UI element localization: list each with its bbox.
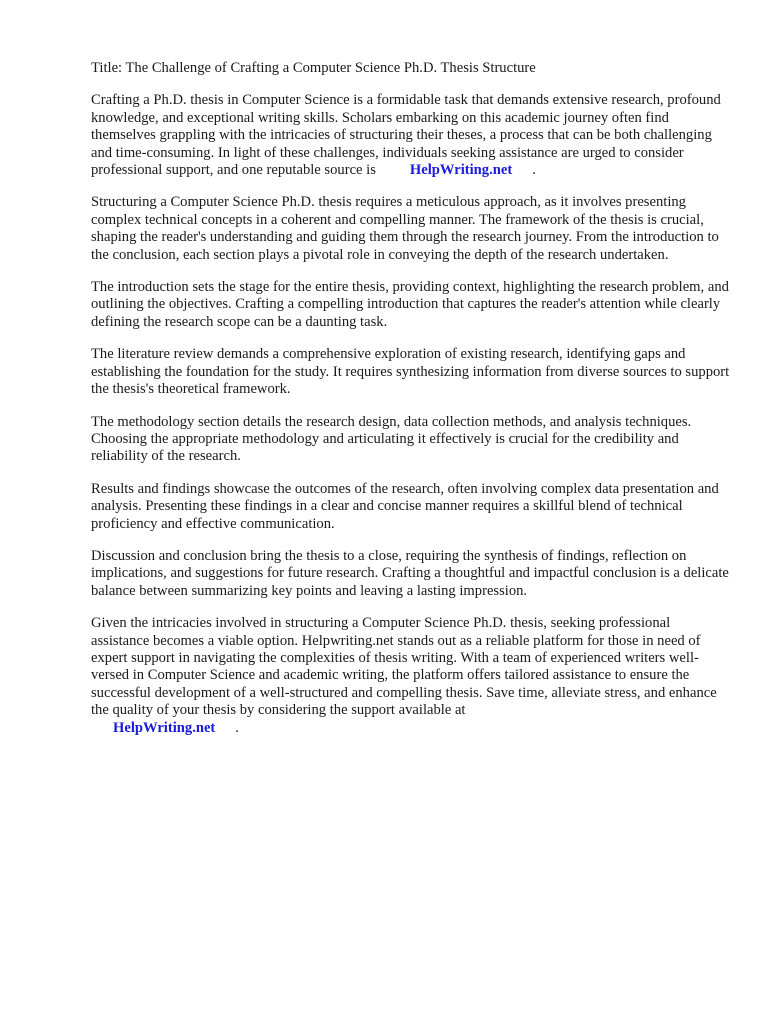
paragraph-structuring: Structuring a Computer Science Ph.D. thesis requires a meticulous approach, as it involves presenting complex technical concepts in a coherent and compelling manner. The framework of the thesis is crucial, shaping the reader's understanding and guiding them through the research journey. From the introduction to the conclusion, each section plays a pivotal role in conveying the depth of the research undertaken. xyxy=(91,194,719,263)
helpwriting-link-1[interactable]: HelpWriting.net xyxy=(409,162,513,179)
paragraph-intro xyxy=(91,92,731,179)
paragraph-results: Results and findings showcase the outcomes of the research, often involving complex data presentation and analysis. Presenting these findings in a clear and concise manner requires a skillful blend of technical proficiency and effective communication. xyxy=(91,480,719,532)
paragraph-methodology: The methodology section details the research design, data collection methods, and analysis techniques. Choosing the appropriate methodology and articulating it effectively is crucial for the credibility and reliability of the research. xyxy=(91,413,692,465)
helpwriting-link-2[interactable]: HelpWriting.net xyxy=(113,719,216,736)
paragraph-literature-review: The literature review demands a comprehensive exploration of existing research, identifying gaps and establishing the foundation for the study. It requires synthesizing information from diverse sources to support the thesis's theoretical framework. xyxy=(91,346,730,398)
paragraph-conclusion: Discussion and conclusion bring the thesis to a close, requiring the synthesis of findings, reflection on implications, and suggestions for future research. Crafting a thoughtful and impactful conclusion is a delicate balance between summarizing key points and leaving a lasting impression. xyxy=(91,547,729,599)
paragraph-intro-end: . xyxy=(532,162,536,179)
paragraph-intro-text: Crafting a Ph.D. thesis in Computer Science is a formidable task that demands extensive research, profound knowledge, and exceptional writing skills. Scholars embarking on this academic journey often find themselves grappling with the intricacies of structuring their theses, a process that can be both challenging and time-consuming. In light of these challenges, individuals seeking assistance are urged to consider professional support, and one reputable source is xyxy=(91,92,721,179)
document-page xyxy=(91,60,731,752)
paragraph-introduction: The introduction sets the stage for the entire thesis, providing context, highlighting the research problem, and outlining the objectives. Crafting a compelling introduction that captures the reader's attention while clearly defining the research scope can be a daunting task. xyxy=(91,279,729,330)
paragraph-assistance-text: Given the intricacies involved in structuring a Computer Science Ph.D. thesis, seeking professional assistance becomes a viable option. Helpwriting.net stands out as a reliable platform for those in need of expert support in navigating the complexities of thesis writing. With a team of experienced writers well-versed in Computer Science and academic writing, the platform offers tailored assistance to ensure the successful development of a well-structured and compelling thesis. Save time, alleviate stress, and enhance the quality of your thesis by considering the support available at xyxy=(91,615,717,719)
paragraph-assistance-end: . xyxy=(235,719,239,736)
document-title: Title: The Challenge of Crafting a Computer Science Ph.D. Thesis Structure xyxy=(91,60,536,76)
paragraph-assistance xyxy=(91,615,731,737)
